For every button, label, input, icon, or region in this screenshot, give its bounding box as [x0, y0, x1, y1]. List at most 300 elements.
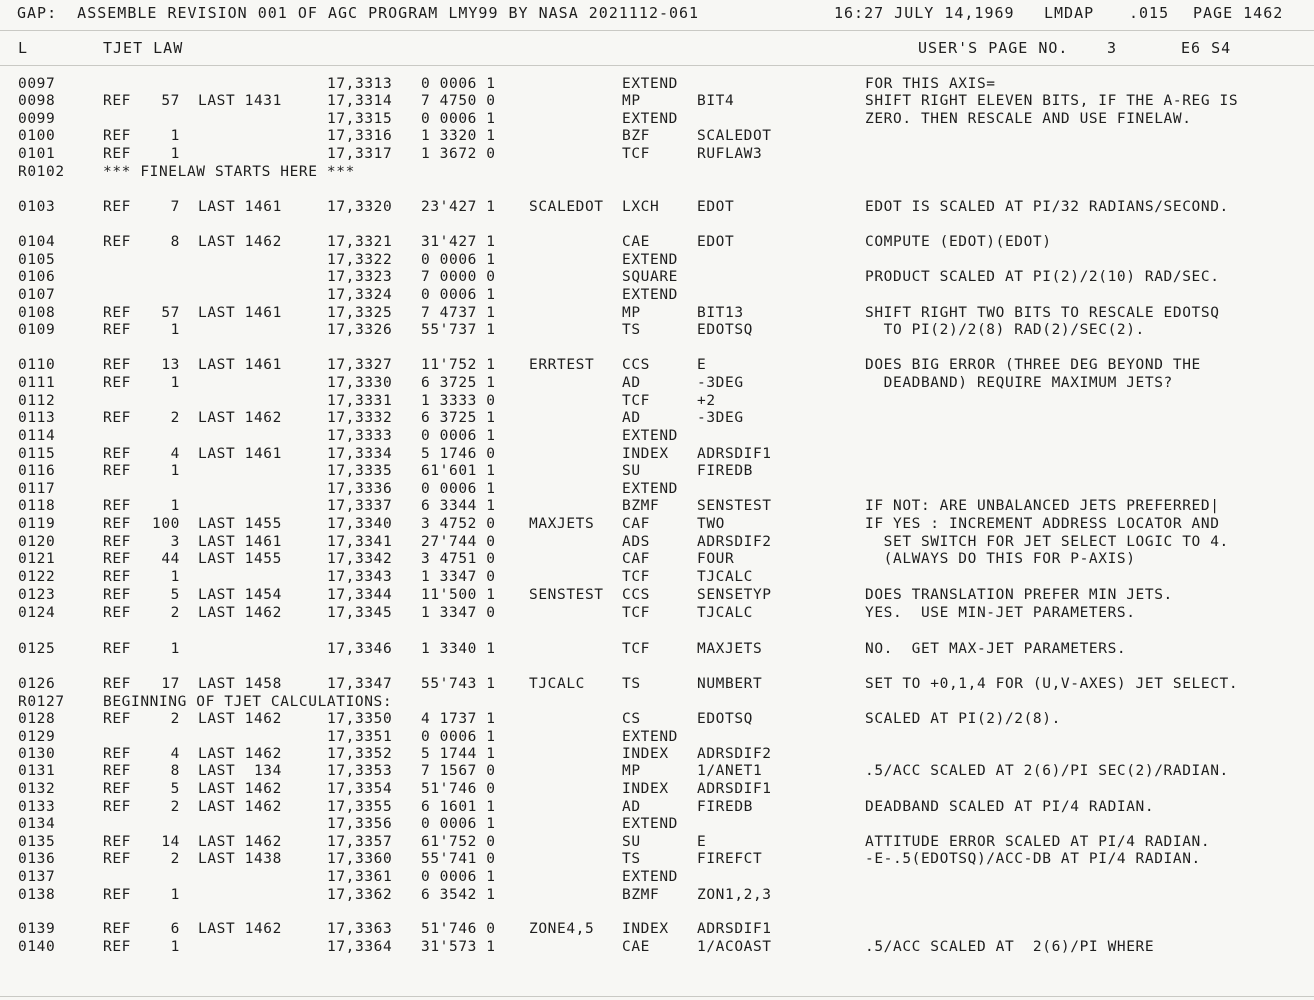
octal-word: 6 1601 1 [421, 799, 496, 815]
address: 17,3332 [327, 410, 393, 426]
line-number: 0131 [18, 763, 56, 779]
revision-number: .015 [1129, 4, 1170, 22]
ref-count: 44 [161, 551, 180, 567]
ref-tag: REF [103, 128, 131, 144]
line-number: 0106 [18, 269, 56, 285]
opcode: INDEX [622, 746, 669, 762]
ref-count: 2 [170, 605, 180, 621]
comment: SHIFT RIGHT TWO BITS TO RESCALE EDOTSQ [865, 305, 1220, 321]
code-line [0, 305, 1314, 322]
address: 17,3347 [327, 676, 393, 692]
address: 17,3345 [327, 605, 393, 621]
ref-tag: REF [103, 146, 131, 162]
octal-word: 0 0006 1 [421, 428, 496, 444]
address: 17,3353 [327, 763, 393, 779]
ref-count: 4 [170, 446, 180, 462]
comment: DOES TRANSLATION PREFER MIN JETS. [865, 587, 1173, 603]
line-number: 0112 [18, 393, 56, 409]
comment: DOES BIG ERROR (THREE DEG BEYOND THE [865, 357, 1201, 373]
code-line [0, 357, 1314, 374]
ref-count: 6 [170, 921, 180, 937]
operand: TWO [697, 516, 725, 532]
code-line [0, 428, 1314, 445]
opcode: BZMF [622, 887, 660, 903]
octal-word: 0 0006 1 [421, 287, 496, 303]
address: 17,3314 [327, 93, 393, 109]
users-page-number: 3 [1107, 39, 1118, 57]
line-number: 0098 [18, 93, 56, 109]
code-line [0, 851, 1314, 868]
octal-word: 0 0006 1 [421, 76, 496, 92]
opcode: EXTEND [622, 481, 678, 497]
opcode: MP [622, 305, 641, 321]
last-ref: LAST 1461 [198, 357, 282, 373]
octal-word: 1 3347 0 [421, 569, 496, 585]
address: 17,3334 [327, 446, 393, 462]
section-header [0, 40, 1314, 57]
line-number: 0139 [18, 921, 56, 937]
opcode: EXTEND [622, 869, 678, 885]
operand: NUMBERT [697, 676, 763, 692]
octal-word: 51'746 0 [421, 781, 496, 797]
ref-tag: REF [103, 375, 131, 391]
ref-count: 5 [170, 587, 180, 603]
address: 17,3342 [327, 551, 393, 567]
comment: SCALED AT PI(2)/2(8). [865, 711, 1061, 727]
operand: EDOT [697, 234, 735, 250]
octal-word: 23'427 1 [421, 199, 496, 215]
code-line [0, 516, 1314, 533]
ref-tag: REF [103, 446, 131, 462]
line-number: R0102 [18, 164, 65, 180]
code-line [0, 887, 1314, 904]
operand: SENSETYP [697, 587, 772, 603]
last-ref: LAST 1458 [198, 676, 282, 692]
ref-count: 17 [161, 676, 180, 692]
line-number: 0130 [18, 746, 56, 762]
octal-word: 7 4737 1 [421, 305, 496, 321]
ref-count: 2 [170, 799, 180, 815]
octal-word: 4 1737 1 [421, 711, 496, 727]
ref-tag: REF [103, 199, 131, 215]
address: 17,3363 [327, 921, 393, 937]
ref-tag: REF [103, 763, 131, 779]
octal-word: 1 3340 1 [421, 641, 496, 657]
operand: BIT13 [697, 305, 744, 321]
ref-count: 2 [170, 711, 180, 727]
ref-tag: REF [103, 357, 131, 373]
operand: FIREDB [697, 799, 753, 815]
line-number: 0133 [18, 799, 56, 815]
line-number: 0107 [18, 287, 56, 303]
last-ref: LAST 1462 [198, 799, 282, 815]
code-line [0, 605, 1314, 622]
address: 17,3315 [327, 111, 393, 127]
ref-tag: REF [103, 410, 131, 426]
ref-count: 14 [161, 834, 180, 850]
octal-word: 51'746 0 [421, 921, 496, 937]
address: 17,3325 [327, 305, 393, 321]
line-number: 0103 [18, 199, 56, 215]
code-line [0, 569, 1314, 586]
last-ref: LAST 1461 [198, 534, 282, 550]
ref-count: 2 [170, 410, 180, 426]
address: 17,3346 [327, 641, 393, 657]
address: 17,3326 [327, 322, 393, 338]
opcode: CS [622, 711, 641, 727]
ref-count: 1 [170, 641, 180, 657]
operand: TJCALC [697, 605, 753, 621]
octal-word: 0 0006 1 [421, 729, 496, 745]
address: 17,3324 [327, 287, 393, 303]
last-ref: LAST 1455 [198, 551, 282, 567]
code-line [0, 269, 1314, 286]
line-number: 0136 [18, 851, 56, 867]
label: MAXJETS [529, 516, 595, 532]
address: 17,3360 [327, 851, 393, 867]
opcode: EXTEND [622, 729, 678, 745]
divider [0, 30, 1314, 31]
opcode: TS [622, 851, 641, 867]
line-number: 0121 [18, 551, 56, 567]
comment: .5/ACC SCALED AT 2(6)/PI SEC(2)/RADIAN. [865, 763, 1229, 779]
line-number: 0114 [18, 428, 56, 444]
address: 17,3313 [327, 76, 393, 92]
operand: SCALEDOT [697, 128, 772, 144]
octal-word: 1 3320 1 [421, 128, 496, 144]
operand: EDOTSQ [697, 322, 753, 338]
operand: 1/ACOAST [697, 939, 772, 955]
octal-word: 1 3672 0 [421, 146, 496, 162]
address: 17,3351 [327, 729, 393, 745]
line-number: 0111 [18, 375, 56, 391]
address: 17,3337 [327, 498, 393, 514]
operand: FIREFCT [697, 851, 763, 867]
octal-word: 0 0006 1 [421, 816, 496, 832]
last-ref: LAST 1461 [198, 446, 282, 462]
address: 17,3331 [327, 393, 393, 409]
ref-count: 1 [170, 128, 180, 144]
code-line [0, 146, 1314, 163]
ref-count: 1 [170, 569, 180, 585]
program-name: LMDAP [1044, 4, 1095, 22]
line-number: 0124 [18, 605, 56, 621]
address: 17,3330 [327, 375, 393, 391]
address: 17,3323 [327, 269, 393, 285]
remark-line [0, 164, 1314, 181]
address: 17,3354 [327, 781, 393, 797]
operand: EDOT [697, 199, 735, 215]
code-line [0, 252, 1314, 269]
octal-word: 61'752 0 [421, 834, 496, 850]
comment: SET SWITCH FOR JET SELECT LOGIC TO 4. [865, 534, 1229, 550]
ref-tag: REF [103, 569, 131, 585]
line-number: 0113 [18, 410, 56, 426]
code-line [0, 551, 1314, 568]
label: ERRTEST [529, 357, 595, 373]
octal-word: 5 1744 1 [421, 746, 496, 762]
section-title: TJET LAW [103, 39, 184, 57]
page-header [0, 5, 1314, 22]
octal-word: 0 0006 1 [421, 252, 496, 268]
page-number: PAGE 1462 [1193, 4, 1284, 22]
address: 17,3352 [327, 746, 393, 762]
octal-word: 6 3542 1 [421, 887, 496, 903]
ref-count: 1 [170, 322, 180, 338]
comment: .5/ACC SCALED AT 2(6)/PI WHERE [865, 939, 1155, 955]
line-number: 0129 [18, 729, 56, 745]
opcode: TS [622, 322, 641, 338]
address: 17,3341 [327, 534, 393, 550]
line-number: 0135 [18, 834, 56, 850]
code-line [0, 799, 1314, 816]
operand: SENSTEST [697, 498, 772, 514]
ref-tag: REF [103, 93, 131, 109]
address: 17,3357 [327, 834, 393, 850]
label: ZONE4,5 [529, 921, 595, 937]
octal-word: 6 3344 1 [421, 498, 496, 514]
line-number: 0138 [18, 887, 56, 903]
line-number: 0109 [18, 322, 56, 338]
line-number: 0128 [18, 711, 56, 727]
opcode: TCF [622, 569, 650, 585]
comment: COMPUTE (EDOT)(EDOT) [865, 234, 1052, 250]
operand: EDOTSQ [697, 711, 753, 727]
opcode: EXTEND [622, 816, 678, 832]
line-number: 0117 [18, 481, 56, 497]
last-ref: LAST 134 [198, 763, 282, 779]
comment: YES. USE MIN-JET PARAMETERS. [865, 605, 1136, 621]
line-number: 0097 [18, 76, 56, 92]
ref-tag: REF [103, 711, 131, 727]
opcode: EXTEND [622, 76, 678, 92]
code-line [0, 711, 1314, 728]
ref-tag: REF [103, 516, 131, 532]
ref-tag: REF [103, 939, 131, 955]
operand: -3DEG [697, 375, 744, 391]
operand: -3DEG [697, 410, 744, 426]
sheet-code: E6 S4 [1181, 39, 1232, 57]
ref-count: 13 [161, 357, 180, 373]
ref-count: 1 [170, 463, 180, 479]
opcode: ADS [622, 534, 650, 550]
line-number: 0118 [18, 498, 56, 514]
ref-count: 100 [152, 516, 180, 532]
opcode: EXTEND [622, 252, 678, 268]
line-number: 0115 [18, 446, 56, 462]
remark-text: BEGINNING OF TJET CALCULATIONS: [103, 694, 393, 710]
ref-count: 8 [170, 763, 180, 779]
line-number: R0127 [18, 694, 65, 710]
line-number: 0108 [18, 305, 56, 321]
opcode: BZF [622, 128, 650, 144]
comment: FOR THIS AXIS= [865, 76, 996, 92]
opcode: AD [622, 410, 641, 426]
code-line [0, 834, 1314, 851]
line-number: 0099 [18, 111, 56, 127]
octal-word: 1 3347 0 [421, 605, 496, 621]
line-number: 0100 [18, 128, 56, 144]
last-ref: LAST 1462 [198, 746, 282, 762]
users-page-label: USER'S PAGE NO. [918, 39, 1069, 57]
ref-count: 3 [170, 534, 180, 550]
last-ref: LAST 1462 [198, 410, 282, 426]
line-number: 0126 [18, 676, 56, 692]
operand: FIREDB [697, 463, 753, 479]
label: SCALEDOT [529, 199, 604, 215]
comment: ZERO. THEN RESCALE AND USE FINELAW. [865, 111, 1192, 127]
code-line [0, 534, 1314, 551]
code-line [0, 287, 1314, 304]
octal-word: 3 4752 0 [421, 516, 496, 532]
comment: IF YES : INCREMENT ADDRESS LOCATOR AND [865, 516, 1220, 532]
code-line [0, 410, 1314, 427]
address: 17,3320 [327, 199, 393, 215]
comment: IF NOT: ARE UNBALANCED JETS PREFERRED| [865, 498, 1220, 514]
octal-word: 7 1567 0 [421, 763, 496, 779]
address: 17,3321 [327, 234, 393, 250]
code-line [0, 816, 1314, 833]
operand: FOUR [697, 551, 735, 567]
address: 17,3336 [327, 481, 393, 497]
assembly-time: 16:27 JULY 14,1969 [834, 4, 1015, 22]
section-code: L [18, 39, 29, 57]
octal-word: 7 0000 0 [421, 269, 496, 285]
address: 17,3317 [327, 146, 393, 162]
ref-tag: REF [103, 921, 131, 937]
code-line [0, 781, 1314, 798]
code-line [0, 729, 1314, 746]
address: 17,3327 [327, 357, 393, 373]
ref-tag: REF [103, 641, 131, 657]
last-ref: LAST 1462 [198, 234, 282, 250]
code-line [0, 93, 1314, 110]
opcode: CAF [622, 551, 650, 567]
code-line [0, 322, 1314, 339]
ref-tag: REF [103, 551, 131, 567]
ref-count: 57 [161, 305, 180, 321]
ref-count: 1 [170, 146, 180, 162]
code-line [0, 76, 1314, 93]
operand: TJCALC [697, 569, 753, 585]
ref-count: 1 [170, 887, 180, 903]
opcode: SU [622, 463, 641, 479]
opcode: TCF [622, 146, 650, 162]
operand: +2 [697, 393, 716, 409]
ref-tag: REF [103, 322, 131, 338]
comment: (ALWAYS DO THIS FOR P-AXIS) [865, 551, 1136, 567]
last-ref: LAST 1462 [198, 921, 282, 937]
opcode: CCS [622, 587, 650, 603]
code-line [0, 763, 1314, 780]
line-number: 0105 [18, 252, 56, 268]
octal-word: 55'743 1 [421, 676, 496, 692]
operand: ADRSDIF2 [697, 746, 772, 762]
octal-word: 55'741 0 [421, 851, 496, 867]
ref-tag: REF [103, 799, 131, 815]
last-ref: LAST 1431 [198, 93, 282, 109]
ref-tag: REF [103, 234, 131, 250]
line-number: 0104 [18, 234, 56, 250]
line-number: 0120 [18, 534, 56, 550]
opcode: INDEX [622, 921, 669, 937]
comment: PRODUCT SCALED AT PI(2)/2(10) RAD/SEC. [865, 269, 1220, 285]
comment: -E-.5(EDOTSQ)/ACC-DB AT PI/4 RADIAN. [865, 851, 1201, 867]
octal-word: 0 0006 1 [421, 869, 496, 885]
divider [0, 996, 1314, 997]
octal-word: 55'737 1 [421, 322, 496, 338]
code-line [0, 446, 1314, 463]
assembly-title: GAP: ASSEMBLE REVISION 001 OF AGC PROGRAM LMY99 BY NASA 2021112-061 [17, 4, 700, 22]
operand: ADRSDIF1 [697, 781, 772, 797]
address: 17,3350 [327, 711, 393, 727]
line-number: 0110 [18, 357, 56, 373]
address: 17,3344 [327, 587, 393, 603]
code-line [0, 375, 1314, 392]
opcode: AD [622, 799, 641, 815]
last-ref: LAST 1461 [198, 305, 282, 321]
opcode: TCF [622, 641, 650, 657]
address: 17,3364 [327, 939, 393, 955]
comment: SET TO +0,1,4 FOR (U,V-AXES) JET SELECT. [865, 676, 1239, 692]
operand: MAXJETS [697, 641, 763, 657]
ref-tag: REF [103, 305, 131, 321]
last-ref: LAST 1462 [198, 781, 282, 797]
comment: TO PI(2)/2(8) RAD(2)/SEC(2). [865, 322, 1145, 338]
octal-word: 3 4751 0 [421, 551, 496, 567]
code-line [0, 128, 1314, 145]
divider [0, 65, 1314, 66]
opcode: EXTEND [622, 111, 678, 127]
opcode: CCS [622, 357, 650, 373]
ref-tag: REF [103, 605, 131, 621]
opcode: SQUARE [622, 269, 678, 285]
octal-word: 11'752 1 [421, 357, 496, 373]
octal-word: 31'427 1 [421, 234, 496, 250]
ref-count: 4 [170, 746, 180, 762]
code-line [0, 869, 1314, 886]
address: 17,3362 [327, 887, 393, 903]
operand: RUFLAW3 [697, 146, 763, 162]
comment: SHIFT RIGHT ELEVEN BITS, IF THE A-REG IS [865, 93, 1239, 109]
octal-word: 0 0006 1 [421, 111, 496, 127]
label: TJCALC [529, 676, 585, 692]
operand: ADRSDIF1 [697, 921, 772, 937]
last-ref: LAST 1461 [198, 199, 282, 215]
last-ref: LAST 1462 [198, 834, 282, 850]
remark-text: *** FINELAW STARTS HERE *** [103, 164, 355, 180]
comment: ATTITUDE ERROR SCALED AT PI/4 RADIAN. [865, 834, 1211, 850]
octal-word: 31'573 1 [421, 939, 496, 955]
code-line [0, 939, 1314, 956]
opcode: AD [622, 375, 641, 391]
opcode: TCF [622, 605, 650, 621]
opcode: LXCH [622, 199, 660, 215]
octal-word: 1 3333 0 [421, 393, 496, 409]
address: 17,3361 [327, 869, 393, 885]
line-number: 0116 [18, 463, 56, 479]
last-ref: LAST 1455 [198, 516, 282, 532]
operand: ADRSDIF1 [697, 446, 772, 462]
comment: DEADBAND SCALED AT PI/4 RADIAN. [865, 799, 1155, 815]
opcode: CAE [622, 939, 650, 955]
comment: EDOT IS SCALED AT PI/32 RADIANS/SECOND. [865, 199, 1229, 215]
ref-count: 1 [170, 375, 180, 391]
octal-word: 27'744 0 [421, 534, 496, 550]
ref-count: 2 [170, 851, 180, 867]
opcode: SU [622, 834, 641, 850]
code-line [0, 463, 1314, 480]
